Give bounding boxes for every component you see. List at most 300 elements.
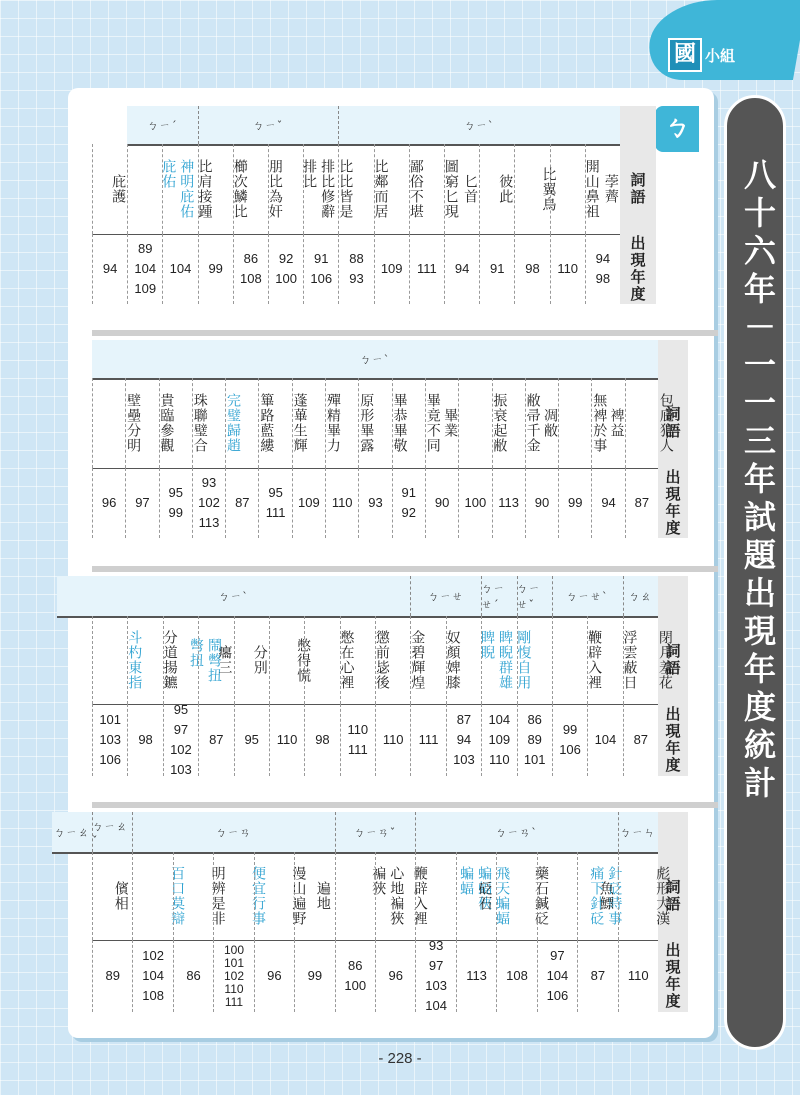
year-cell	[409, 234, 444, 304]
year-cell	[92, 468, 125, 538]
band-divider	[338, 106, 339, 144]
word-text: 鞭辟入裡	[586, 630, 603, 690]
year-cell	[258, 468, 291, 538]
year-cell	[375, 704, 410, 776]
year-cell	[234, 704, 269, 776]
zhuyin-band	[410, 576, 481, 618]
year-value: 110	[557, 261, 579, 276]
word-text: 明辨是非	[209, 866, 226, 926]
zhuyin-band	[132, 812, 334, 854]
year-cell	[294, 940, 334, 1012]
word-text: 彼此	[497, 174, 514, 204]
band-divider	[618, 812, 619, 852]
year-value: 101	[523, 752, 546, 767]
year-value: 106	[99, 752, 122, 767]
year-value: 93	[349, 271, 364, 286]
side-title: 八十六年－一一三年試題出現年度統計	[739, 158, 777, 804]
year-value: 91	[314, 251, 329, 266]
header-word-label: 詞語	[663, 643, 682, 677]
section-divider	[92, 802, 718, 808]
year-value: 113	[198, 515, 220, 530]
year-value: 104	[169, 261, 192, 276]
zhuyin-label: ㄅㄧㄢˇ	[353, 826, 397, 839]
word-text: 珠聯璧合	[191, 393, 208, 453]
zhuyin-label: ㄅㄠ	[628, 590, 653, 603]
year-cell	[213, 940, 253, 1012]
word-text: 比翼鳥	[540, 166, 557, 212]
year-cell	[303, 234, 338, 304]
word-cell	[618, 852, 671, 940]
year-cell	[591, 468, 624, 538]
year-cell	[446, 704, 481, 776]
year-value: 94	[102, 261, 118, 276]
year-value: 86	[348, 958, 363, 973]
year-value: 94	[595, 251, 611, 266]
year-cell	[392, 468, 425, 538]
year-cell	[577, 940, 617, 1012]
zhuyin-label: ㄅㄧㄝˋ	[566, 590, 609, 603]
year-value: 104	[134, 261, 157, 276]
table-section	[92, 340, 688, 538]
year-value: 90	[534, 495, 550, 510]
year-value: 98	[138, 732, 153, 747]
year-cell	[481, 704, 516, 776]
header-year-label: 出現年度	[663, 942, 682, 1010]
year-cell	[198, 704, 233, 776]
word-text: 金碧輝煌	[409, 630, 426, 690]
year-value: 108	[240, 271, 262, 286]
word-text: 分道揚鑣	[161, 630, 178, 690]
header-year-label: 出現年度	[663, 706, 682, 774]
band-divider	[410, 576, 411, 616]
zhuyin-band	[198, 106, 339, 146]
year-cell	[496, 940, 536, 1012]
word-text: 漫山遍野	[290, 866, 307, 926]
section-divider	[92, 330, 718, 336]
year-value: 95	[244, 732, 259, 747]
year-value: 98	[315, 732, 330, 747]
word-text: 剛愎自用	[515, 630, 532, 690]
word-text: 心地褊狹	[388, 866, 405, 926]
page-number: - 228 -	[378, 1050, 422, 1067]
word-text: 分別	[251, 645, 268, 675]
band-divider	[92, 812, 93, 852]
zhuyin-band	[338, 106, 620, 146]
word-text: 褊狹	[370, 866, 387, 896]
year-value: 94	[601, 495, 616, 510]
word-cell	[163, 616, 222, 704]
word-text: 斗杓東指	[126, 630, 143, 690]
zhuyin-label: ㄅㄧㄠˇ	[92, 819, 128, 847]
band-divider	[623, 576, 624, 616]
zhuyin-band	[415, 812, 617, 854]
year-value: 104	[546, 968, 569, 983]
word-text: 匕首	[462, 174, 479, 204]
word-text: 百口莫辯	[169, 866, 186, 926]
table-section	[53, 812, 688, 1013]
band-divider	[552, 576, 553, 616]
year-value: 99	[208, 261, 223, 276]
year-cell	[425, 468, 458, 538]
year-value: 110	[627, 968, 649, 983]
word-text: 彆扭	[187, 637, 204, 668]
year-cell	[525, 468, 558, 538]
word-text: 睥睨	[478, 630, 495, 660]
year-value: 98	[525, 261, 540, 276]
word-text: 畢竟不同	[424, 393, 441, 453]
year-value: 97	[173, 722, 189, 737]
year-value: 97	[135, 495, 150, 510]
word-cell	[409, 144, 459, 234]
header-word-label: 詞語	[663, 879, 682, 913]
year-value: 109	[488, 732, 511, 747]
word-text: 懲前毖後	[373, 630, 390, 690]
year-value: 110	[224, 981, 244, 996]
header-blank	[658, 340, 688, 378]
year-value: 90	[434, 495, 450, 510]
year-value: 89	[527, 732, 542, 747]
word-text: 比比皆是	[337, 159, 354, 219]
year-value: 93	[368, 495, 383, 510]
year-cell	[159, 468, 192, 538]
year-cell	[233, 234, 268, 304]
zhuyin-label: ㄅㄧㄣ	[619, 826, 656, 839]
year-cell	[92, 940, 132, 1012]
section-divider	[92, 566, 718, 572]
zhuyin-band	[92, 340, 658, 380]
band-divider	[415, 812, 416, 852]
year-value: 101	[223, 955, 244, 970]
year-value: 111	[417, 261, 437, 276]
zhuyin-label: ㄅㄧˇ	[252, 119, 284, 132]
year-value: 96	[388, 968, 403, 983]
year-value: 101	[99, 712, 122, 727]
word-text: 鞭辟入裡	[411, 866, 428, 926]
zhuyin-band	[517, 576, 552, 618]
word-cell	[585, 144, 620, 234]
word-text: 櫛次鱗比	[231, 159, 248, 219]
zhuyin-band	[52, 812, 92, 854]
year-value: 104	[142, 968, 164, 983]
word-cell	[558, 378, 608, 468]
year-cell	[162, 234, 197, 304]
word-text: 奴顏婢膝	[444, 630, 461, 690]
year-cell	[338, 234, 373, 304]
word-text: 憋在心裡	[338, 630, 355, 690]
word-text: 睥睨群雄	[496, 630, 513, 690]
year-value: 99	[568, 495, 583, 510]
year-cell	[492, 468, 525, 538]
year-cell	[410, 704, 445, 776]
header-blank	[620, 106, 656, 144]
word-text: 鄙俗不堪	[407, 159, 424, 219]
word-text: 排比	[301, 159, 318, 189]
word-text: 原形畢露	[358, 393, 375, 453]
year-cell	[479, 234, 514, 304]
year-value: 110	[382, 732, 404, 747]
zhuyin-label: ㄅㄧˊ	[147, 119, 178, 132]
band-divider	[335, 812, 336, 852]
year-cell	[125, 468, 158, 538]
year-value: 102	[223, 968, 244, 983]
year-cell	[127, 704, 162, 776]
word-text: 神明庇佑	[178, 159, 195, 219]
year-value: 98	[595, 271, 611, 286]
word-text: 排比修辭	[319, 159, 336, 219]
badge-sub: 小組	[705, 47, 736, 65]
year-value: 89	[138, 241, 153, 256]
zhuyin-band	[127, 106, 197, 146]
year-cell	[358, 468, 391, 538]
year-cell	[340, 704, 375, 776]
word-text: 憋得慌	[295, 637, 312, 683]
band-divider	[517, 576, 518, 616]
word-cell	[478, 616, 532, 704]
year-value: 87	[456, 712, 472, 727]
zhuyin-band	[623, 576, 658, 618]
year-cell	[268, 234, 303, 304]
zhuyin-band	[481, 576, 516, 618]
year-value: 103	[170, 762, 192, 777]
year-value: 106	[310, 271, 333, 286]
word-text: 比肩接踵	[196, 159, 213, 219]
word-text: 痛下針砭	[588, 866, 605, 926]
word-text: 遍地	[314, 881, 331, 911]
year-value: 111	[418, 732, 439, 747]
word-text: 殫精畢力	[324, 393, 341, 453]
year-value: 111	[265, 505, 286, 520]
word-text: 彪形大漢	[654, 866, 671, 926]
zhuyin-band	[92, 812, 132, 854]
word-text: 裨益	[608, 408, 625, 438]
side-title-bar	[724, 95, 786, 1050]
year-value: 95	[173, 702, 189, 717]
zhuyin-band	[57, 576, 411, 618]
year-cell	[92, 234, 127, 304]
year-cell	[325, 468, 358, 538]
header-year	[620, 234, 656, 304]
word-text: 畢業	[442, 408, 459, 438]
word-text: 凋敝	[541, 408, 558, 438]
year-value: 100	[344, 978, 367, 993]
year-value: 109	[380, 261, 403, 276]
zhuyin-label: ㄅㄧㄢˋ	[495, 826, 538, 839]
word-text: 飛天蝙蝠	[494, 866, 511, 926]
year-value: 92	[278, 251, 294, 266]
year-value: 110	[331, 495, 353, 510]
year-value: 93	[201, 475, 217, 490]
badge	[668, 38, 735, 72]
word-text: 振衰起敝	[491, 393, 508, 453]
header-year	[658, 940, 688, 1012]
year-value: 103	[453, 752, 475, 767]
year-value: 94	[454, 261, 470, 276]
word-text: 貴臨參觀	[158, 393, 175, 453]
year-value: 102	[170, 742, 192, 757]
word-text: 篳路藍縷	[258, 393, 275, 453]
year-cell	[374, 234, 409, 304]
word-text: 閉月羞花	[656, 630, 673, 690]
word-text: 開山鼻祖	[583, 159, 600, 219]
band-divider	[132, 812, 133, 852]
table-section	[92, 576, 688, 776]
word-text: 圖窮匕現	[442, 159, 459, 219]
header-year	[658, 704, 688, 776]
header-year	[658, 468, 688, 538]
year-value: 113	[466, 968, 487, 983]
word-text: 荸薺	[602, 174, 619, 204]
year-cell	[625, 468, 658, 538]
word-text: 蝙蝠	[458, 866, 475, 896]
year-value: 93	[428, 938, 444, 953]
year-value: 92	[401, 505, 417, 520]
year-cell	[225, 468, 258, 538]
year-value: 99	[307, 968, 323, 983]
year-cell	[269, 704, 304, 776]
year-cell	[192, 468, 225, 538]
year-value: 104	[594, 732, 617, 747]
header-year-label: 出現年度	[663, 469, 682, 537]
year-value: 103	[99, 732, 122, 747]
year-cell	[558, 468, 591, 538]
year-cell	[415, 940, 455, 1012]
zhuyin-label: ㄅㄧㄝ	[427, 590, 464, 603]
table-section	[92, 106, 656, 304]
year-value: 97	[550, 948, 565, 963]
year-value: 113	[498, 495, 520, 510]
year-value: 104	[425, 998, 447, 1013]
year-cell	[456, 940, 496, 1012]
word-text: 蝙蝠俠	[476, 866, 493, 911]
zhuyin-label: ㄅㄧˋ	[463, 119, 495, 132]
year-value: 97	[428, 958, 444, 973]
year-value: 89	[105, 968, 120, 983]
word-text: 針砭時事	[606, 866, 623, 926]
word-cell	[198, 616, 233, 704]
band-divider	[198, 106, 199, 144]
badge-glyph: 國	[668, 38, 702, 72]
word-text: 癟三	[216, 645, 233, 675]
year-value: 108	[506, 968, 528, 983]
year-value: 110	[347, 722, 369, 737]
year-value: 104	[488, 712, 511, 727]
year-value: 102	[142, 948, 164, 963]
year-value: 87	[634, 495, 650, 510]
year-value: 111	[224, 994, 244, 1009]
year-cell	[550, 234, 585, 304]
word-text: 無裨於事	[591, 393, 608, 453]
header-word-label: 詞語	[663, 406, 682, 440]
word-cell	[444, 144, 479, 234]
word-text: 畢恭畢敬	[391, 393, 408, 453]
year-value: 106	[546, 988, 569, 1003]
year-value: 91	[490, 261, 505, 276]
header-word-label: 詞語	[628, 172, 647, 206]
year-value: 100	[275, 271, 297, 286]
word-text: 浮雲蔽日	[621, 630, 638, 690]
year-value: 110	[276, 732, 298, 747]
header-word	[620, 144, 656, 234]
year-value: 109	[134, 281, 157, 296]
word-text: 朋比為奸	[266, 159, 283, 219]
year-cell	[335, 940, 375, 1012]
year-value: 100	[464, 495, 487, 510]
word-text: 蓬蓽生輝	[291, 393, 308, 453]
year-cell	[623, 704, 658, 776]
year-value: 95	[168, 485, 183, 500]
word-text: 庇佑	[160, 159, 177, 189]
year-value: 86	[243, 251, 259, 266]
year-cell	[618, 940, 658, 1012]
year-cell	[92, 704, 127, 776]
header-year-label: 出現年度	[628, 235, 647, 303]
year-cell	[375, 940, 415, 1012]
word-text: 庇護	[110, 174, 127, 204]
year-cell	[198, 234, 233, 304]
year-value: 108	[142, 988, 164, 1003]
year-value: 96	[101, 495, 117, 510]
year-value: 106	[559, 742, 581, 757]
year-value: 91	[401, 485, 417, 500]
year-value: 86	[527, 712, 542, 727]
header-blank	[658, 812, 688, 852]
year-value: 94	[456, 732, 472, 747]
band-divider	[481, 576, 482, 616]
word-text: 鬧彆扭	[205, 637, 222, 683]
year-value: 87	[209, 732, 224, 747]
word-cell	[492, 378, 541, 468]
year-value: 109	[298, 495, 320, 510]
year-cell	[127, 234, 162, 304]
year-cell	[254, 940, 294, 1012]
word-text: 藥石鍼砭	[533, 866, 549, 926]
zhuyin-label: ㄅㄧㄝˇ	[516, 582, 541, 611]
zhuyin-label: ㄅㄧˋ	[218, 590, 249, 603]
zhuyin-band	[618, 812, 658, 854]
year-value: 95	[268, 485, 283, 500]
year-value: 96	[267, 968, 282, 983]
year-cell	[587, 704, 622, 776]
year-value: 110	[488, 752, 510, 767]
header-blank	[658, 576, 688, 616]
year-cell	[163, 704, 198, 776]
year-cell	[132, 940, 172, 1012]
word-text: 完璧歸趙	[225, 393, 242, 453]
year-value: 111	[347, 742, 368, 757]
year-cell	[585, 234, 620, 304]
year-value: 100	[223, 942, 244, 957]
year-value: 87	[235, 495, 250, 510]
year-cell	[444, 234, 479, 304]
section-tab: ㄅ	[655, 106, 699, 152]
word-cell	[392, 378, 441, 468]
zhuyin-band	[552, 576, 623, 618]
word-text: 包庇犯人	[657, 393, 674, 453]
year-cell	[304, 704, 339, 776]
word-text: 敝帚千金	[524, 393, 541, 453]
year-value: 102	[198, 495, 220, 510]
year-cell	[517, 704, 552, 776]
year-value: 87	[633, 732, 649, 747]
zhuyin-label: ㄅㄧˋ	[359, 353, 391, 366]
word-text: 便宜行事	[250, 866, 266, 926]
word-cell	[254, 852, 307, 940]
year-cell	[458, 468, 491, 538]
word-text: 儐相	[112, 881, 129, 911]
word-text: 砭石	[476, 881, 493, 911]
year-value: 88	[349, 251, 364, 266]
word-text: 比鄰而居	[372, 159, 389, 219]
